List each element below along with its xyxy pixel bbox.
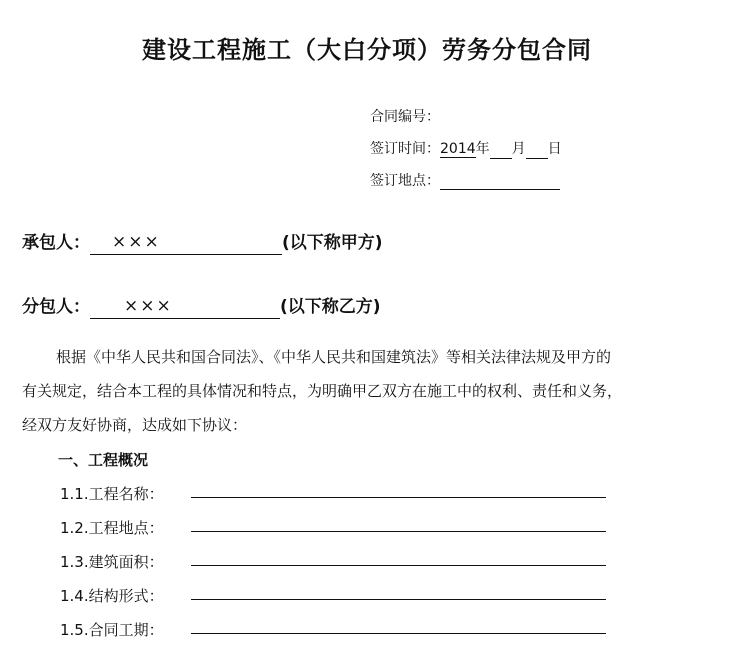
item-blank-line (191, 531, 606, 532)
item-contract-period (60, 619, 164, 641)
item-building-area (60, 551, 164, 573)
month-blank (490, 140, 512, 159)
item-blank-line (191, 633, 606, 634)
sign-time-line (370, 140, 562, 159)
intro-line-1: 根据《中华人民共和国合同法》、《中华人民共和国建筑法》等相关法律法规及甲方的 (56, 348, 612, 366)
sign-place-line (370, 172, 560, 190)
contract-number-line (370, 108, 440, 126)
item-blank-line (191, 599, 606, 600)
sign-year: 2014 (440, 141, 476, 157)
month-suffix: 月 (511, 141, 526, 157)
item-label: 1.5.合同工期： (60, 621, 164, 639)
day-blank (526, 140, 548, 159)
day-suffix: 日 (547, 141, 562, 157)
intro-line-2: 有关规定，结合本工程的具体情况和特点，为明确甲乙双方在施工中的权利、责任和义务， (22, 382, 623, 400)
item-structure-type (60, 585, 164, 607)
item-label: 1.2.工程地点： (60, 519, 164, 537)
party-a-label: 承包人： (22, 233, 90, 253)
party-b-label: 分包人： (22, 297, 90, 317)
contract-number-label: 合同编号： (370, 109, 440, 125)
year-suffix: 年 (475, 141, 490, 157)
party-a-line (22, 230, 383, 255)
sign-time-label: 签订时间： (370, 141, 440, 157)
party-b-name: ××× (90, 294, 280, 319)
section-heading-project-overview: 一、工程概况 (58, 451, 149, 469)
party-b-suffix: (以下称乙方) (280, 297, 381, 317)
item-blank-line (191, 565, 606, 566)
sign-place-blank (440, 173, 560, 190)
sign-place-label: 签订地点： (370, 173, 440, 189)
item-project-name (60, 483, 164, 505)
item-label: 1.3.建筑面积： (60, 553, 164, 571)
party-a-suffix: (以下称甲方) (282, 233, 383, 253)
item-label: 1.4.结构形式： (60, 587, 164, 605)
item-label: 1.1.工程名称： (60, 485, 164, 503)
intro-paragraph (22, 340, 702, 442)
party-b-line (22, 294, 381, 319)
item-blank-line (191, 497, 606, 498)
party-a-name: ××× (90, 230, 282, 255)
contract-title: 建设工程施工（大白分项）劳务分包合同 (142, 36, 592, 64)
intro-line-3: 经双方友好协商，达成如下协议： (22, 416, 248, 434)
item-project-location (60, 517, 164, 539)
